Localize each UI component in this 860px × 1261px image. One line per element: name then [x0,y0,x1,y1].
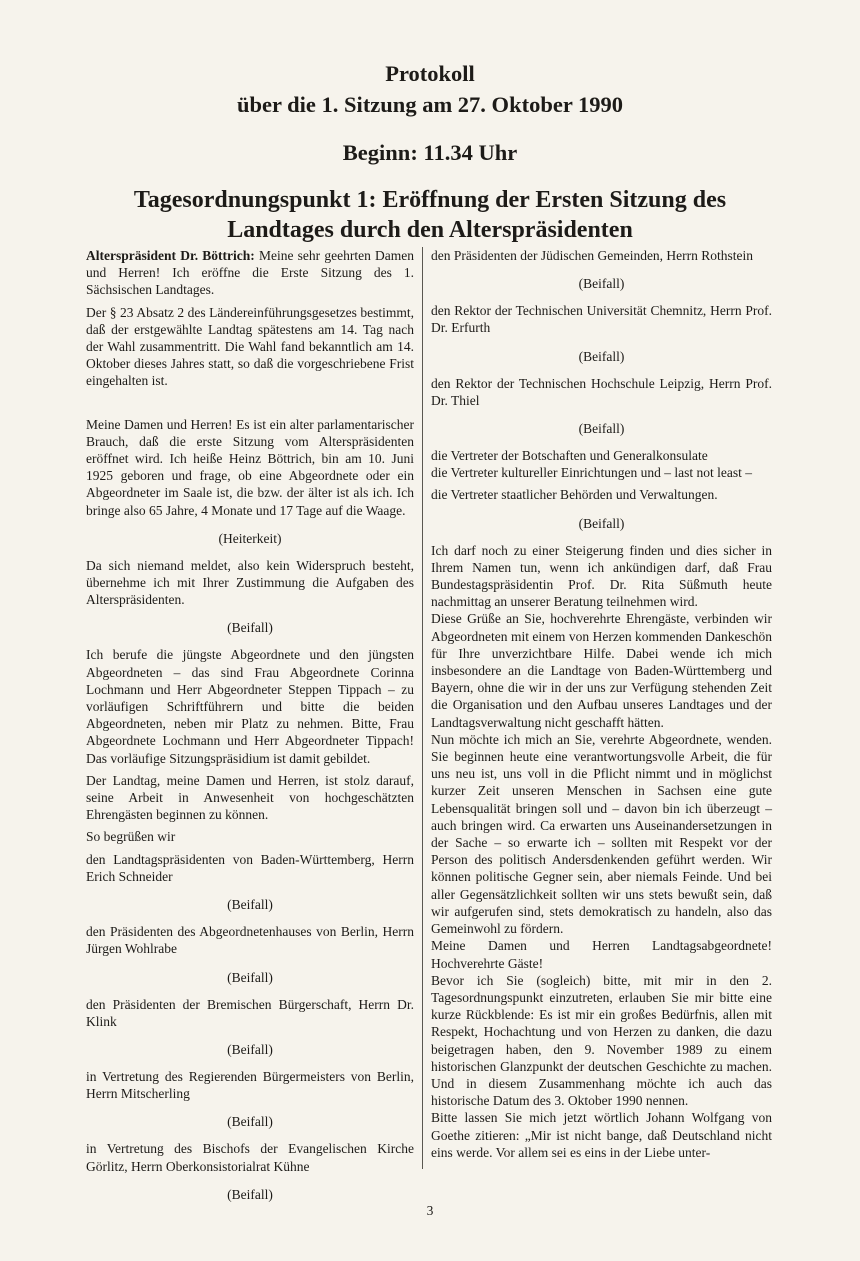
paragraph-opening [86,247,414,299]
interjection-beifall: (Beifall) [227,969,273,985]
guest-entry: den Landtagspräsidenten von Baden-Württemberg, Herrn Erich Schneider [86,851,414,884]
paragraph: Meine Damen und Herren Landtagsabgeordnete! Hochverehrte Gäste! [431,938,772,971]
guest-entry: den Präsidenten des Abgeordnetenhauses von Berlin, Herrn Jürgen Wohlrabe [86,924,414,957]
guest-entry: den Rektor der Technischen Hochschule Leipzig, Herrn Prof. Dr. Thiel [431,375,772,408]
speaker-name: Alterspräsident Dr. Böttrich: [86,248,255,263]
interjection-beifall: (Beifall) [227,1186,273,1202]
paragraph: Bevor ich Sie (sogleich) bitte, mit mir in den 2. Tagesordnungspunkt einzutreten, erlauben Sie mir bitte eine kurze Rückblende: Es ist mir ein großes Bedürfnis, allen mit Respekt, Hochachtung und von Herzen zu danken, die dazu beigetragen haben, den 9. November 1989 zu einem historischen Glanzpunkt der deutschen Geschichte zu machen. Und in diesem Zusammenhang möchte ich auch das historische Datum des 3. Oktober 1990 nennen. [431,972,772,1109]
paragraph: Meine Damen und Herren! Es ist ein alter parlamentarischer Brauch, daß die erste Sitzung vom Alterspräsidenten eröffnet wird. Ich heiße Heinz Böttrich, bin am 10. Juni 1925 geboren und frage, ob eine Abgeordnete oder ein Abgeordneter im Saale ist, die bzw. der älter ist als ich. Ich bringe also 65 Jahre, 4 Monate und 17 Tage auf die Waage. [86,416,414,518]
paragraph: Der Landtag, meine Damen und Herren, ist stolz darauf, seine Arbeit in Anwesenheit von hochgeschätzten Ehrengästen beginnen zu können. [86,772,414,823]
interjection-beifall: (Beifall) [578,421,625,437]
interjection-beifall: (Beifall) [227,1114,273,1130]
interjection-beifall: (Beifall) [578,276,625,292]
guest-entry: in Vertretung des Regierenden Bürgermeisters von Berlin, Herrn Mitscherling [86,1068,414,1102]
guest-entry: den Präsidenten der Bremischen Bürgerschaft, Herrn Dr. Klink [86,996,414,1029]
guest-entry: den Rektor der Technischen Universität Chemnitz, Herrn Prof. Dr. Erfurth [431,303,772,336]
right-column [431,247,772,1161]
two-column-body [86,247,786,1202]
start-time: Beginn: 11.34 Uhr [342,140,518,165]
agenda-item-title-line2: Landtages durch den Alterspräsidenten [227,217,633,243]
title-session: über die 1. Sitzung am 27. Oktober 1990 [236,92,624,117]
guest-entry: in Vertretung des Bischofs der Evangelischen Kirche Görlitz, Herrn Oberkonsistorialrat Kühne [86,1141,414,1174]
paragraph: Diese Grüße an Sie, hochverehrte Ehrengäste, verbinden wir Abgeordneten mit einem von Herzen kommenden Dankeschön für Ihre unverzichtbare Hilfe. Dabei wende ich mich insbesondere an die Landtage von Baden-Württemberg und Bayern, ohne die wir in der uns zur Verfügung stehenden Zeit die Organisation und den Aufbau unseres Landtages und der Landtagsverwaltung nicht geschafft hätten. [431,611,772,730]
interjection-beifall: (Beifall) [578,515,625,531]
page-number: 3 [426,1203,434,1218]
column-divider [422,247,423,1169]
title-protokoll: Protokoll [385,61,475,86]
paragraph: Ich darf noch zu einer Steigerung finden und dies sicher in Ihrem Namen tun, wenn ich ankündigen darf, daß Frau Bundestagspräsidentin Prof. Dr. Rita Süßmuth heute nachmittag an unserer Beratung teilnehmen wird. [431,542,772,610]
paragraph: Ich berufe die jüngste Abgeordnete und den jüngsten Abgeordneten – das sind Frau Abgeordnete Corinna Lochmann und Herr Abgeordneter Steppen Tippach – zu vorläufigen Schriftführern und bitte die beiden Abgeordneten, neben mir Platz zu nehmen. Bitte, Frau Abgeordnete Lochmann und Herr Abgeordneter Tippach! Das vorläufige Sitzungspräsidium ist damit gebildet. [86,647,414,766]
guest-entry: den Präsidenten der Jüdischen Gemeinden, Herrn Rothstein [431,248,754,263]
paragraph-text: Meine sehr geehrten Damen und Herren! Ich eröffne die Erste Sitzung des 1. Sächsischen Landtages. [86,248,415,298]
guest-entry: die Vertreter kultureller Einrichtungen und – last not least – [431,465,753,481]
paragraph: Nun möchte ich mich an Sie, verehrte Abgeordnete, wenden. Sie beginnen heute eine verantwortungsvolle Arbeit, die für uns neu ist, uns voll in die Pflicht nimmt und in möglichst kurzer Zeit unseren Menschen in Sachsen eine gute Lebensqualität bringen soll und – davon bin ich überzeugt – auch bringen wird. Ca erwarten uns Auseinandersetzungen in der Sache – so erwarte ich – sollten mit Respekt vor der Person des politisch Andersdenkenden geführt werden. Wir können politische Gegner sein, aber niemals Feinde. Und bei aller Gegensätzlichkeit sollten wir uns stets bewußt sein, daß wir aufgerufen sind, stets demokratisch zu handeln, also das Gemeinwohl zu fördern. [431,731,772,937]
interjection-beifall: (Beifall) [227,1041,273,1057]
guest-entry: die Vertreter staatlicher Behörden und Verwaltungen. [431,487,718,503]
document-header [0,58,860,245]
guest-entry: die Vertreter der Botschaften und Generalkonsulate [431,448,708,464]
paragraph: Der § 23 Absatz 2 des Ländereinführungsgesetzes bestimmt, daß der erstgewählte Landtag spätestens am 14. Tag nach der Wahl zusammentritt. Die Wahl fand bekanntlich am 14. Oktober dieses Jahres statt, so daß die vorgeschriebene Frist eingehalten ist. [86,304,414,389]
agenda-item-title-line1: Tagesordnungspunkt 1: Eröffnung der Ersten Sitzung des [133,187,727,213]
paragraph: So begrüßen wir [86,829,176,845]
interjection-beifall: (Beifall) [227,897,273,913]
paragraph: Da sich niemand meldet, also kein Widerspruch besteht, übernehme ich mit Ihrer Zustimmung die Aufgaben des Alterspräsidenten. [86,557,414,608]
interjection-beifall: (Beifall) [227,620,273,636]
left-column [86,247,414,1213]
interjection-beifall: (Beifall) [578,348,625,364]
paragraph: Bitte lassen Sie mich jetzt wörtlich Johann Wolfgang von Goethe zitieren: „Mir ist nicht bange, daß Deutschland nicht eins werde. Vor allem sei es eins in der Liebe unter- [431,1110,772,1160]
interjection-heiterkeit: (Heiterkeit) [218,530,282,546]
